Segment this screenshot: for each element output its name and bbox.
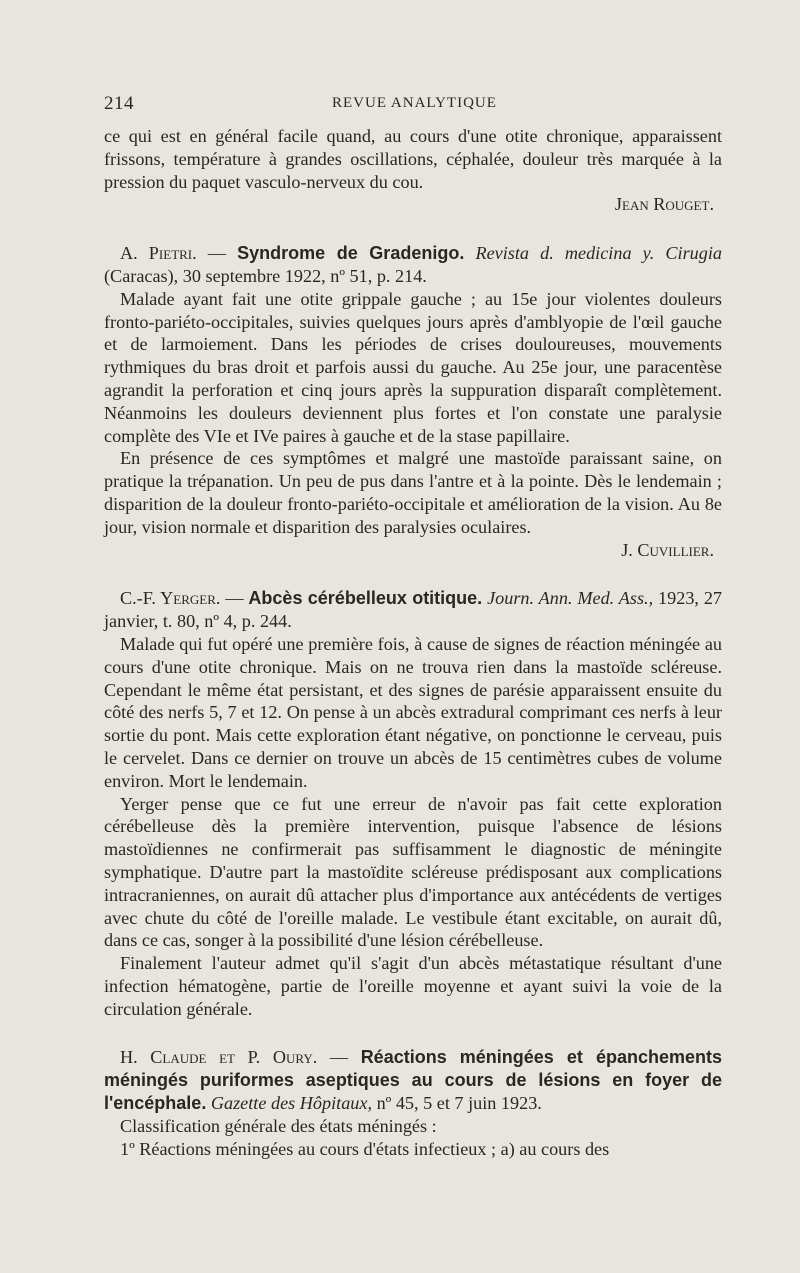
running-title: REVUE ANALYTIQUE (332, 95, 497, 111)
page-header (104, 93, 720, 115)
continuation-signature: Jean Rouget. (614, 194, 714, 215)
page-content (104, 125, 722, 1160)
continuation-paragraph: ce qui est en général facile quand, au cours d'une otite chronique, apparaissent frissons, température à grandes oscillations, céphalée, douleur très marquée à la pression du paquet vasculo-nerveux du cou. (104, 126, 722, 192)
article-paragraph: 1º Réactions méningées au cours d'états infectieux ; a) au cours des (120, 1138, 610, 1159)
page-number: 214 (104, 93, 134, 114)
article-paragraph: Malade ayant fait une otite grippale gauche ; au 15e jour violentes douleurs fronto-pariéto-occipitales, suivies quelques jours après d'amblyopie de l'œil gauche et de larmoiement. Dans les périodes de crises douloureuses, mouvements rythmiques du bras droit et parfois aussi du gauche. Au 25e jour, une paracentèse agrandit la perforation et cinq jours après la suppuration disparaît complètement. Néanmoins les douleurs deviennent plus fortes et l'on constate une paralysie complète des VIe et IVe paires à gauche et de la stase papillaire. (104, 288, 722, 446)
article-paragraph: Classification générale des états méningés : (120, 1115, 437, 1136)
article-heading: A. Pietri. — Syndrome de Gradenigo. Revista d. medicina y. Cirugia (Caracas), 30 septembre 1922, nº 51, p. 214. (104, 243, 722, 286)
article-citation: 1923, 27 janvier, t. 80, nº 4, p. 244. (104, 588, 723, 632)
article-author: C.-F. Yerger. (120, 588, 221, 609)
article-citation: nº 45, 5 et 7 juin 1923. (376, 1093, 542, 1114)
article-heading: H. Claude et P. Oury. — Réactions méningées et épanchements méningés puriformes aseptiques au cours de lésions en foyer de l'encéphale. Gazette des Hôpitaux, nº 45, 5 et 7 juin 1923. (104, 1047, 723, 1114)
article-paragraph: En présence de ces symptômes et malgré une mastoïde paraissant saine, on pratique la trépanation. Un peu de pus dans l'antre et à la pointe. Dès le lendemain ; disparition de la douleur fronto-pariéto-occipitale et amélioration de la vision. Au 8e jour, vision normale et disparition des paralysies oculaires. (104, 448, 722, 537)
article-title: Syndrome de Gradenigo. (237, 243, 465, 264)
article-paragraph: Finalement l'auteur admet qu'il s'agit d'un abcès métastatique résultant d'une infection hématogène, partie de l'oreille moyenne et ayant suivi la voie de la circulation générale. (104, 953, 722, 1019)
article-title: Réactions méningées et épanchements méningés puriformes aseptiques au cours de lésions en foyer de l'encéphale. (104, 1047, 723, 1114)
article-author: A. Pietri. (120, 243, 197, 264)
article-heading: C.-F. Yerger. — Abcès cérébelleux otitique. Journ. Ann. Med. Ass., 1923, 27 janvier, t. 80, nº 4, p. 244. (104, 588, 723, 632)
article-journal: Revista d. medicina y. Cirugia (475, 243, 722, 264)
article-author: H. Claude et P. Oury. (120, 1047, 318, 1068)
article-journal: Journ. Ann. Med. Ass., (487, 588, 654, 609)
article-signature: J. Cuvillier. (621, 539, 714, 560)
article-paragraph: Malade qui fut opéré une première fois, à cause de signes de réaction méningée au cours d'une otite chronique. Mais on ne trouva rien dans la mastoïde scléreuse. Cependant le même état persistant, et des signes de parésie apparaissent ensuite du côté des nerfs 5, 7 et 12. On pense à un abcès extradural comprimant ces nerfs à leur sortie du pont. Mais cette exploration étant négative, on ponctionne le cerveau, puis le cervelet. Dans ce dernier on trouve un abcès de 15 centimètres cubes de volume environ. Mort le lendemain. (104, 633, 722, 791)
article-journal: Gazette des Hôpitaux, (210, 1093, 373, 1114)
article-title: Abcès cérébelleux otitique. (248, 588, 483, 609)
article-paragraph: Yerger pense que ce fut une erreur de n'avoir pas fait cette exploration cérébelleuse dès la première intervention, puisque l'absence de lésions mastoïdiennes ne confirmerait pas suffisamment le diagnostic de méningite symphatique. D'autre part la mastoïdite scléreuse prédisposant aux complications intracraniennes, on aurait dû attacher plus d'importance aux antécédents de vertiges avec chute du côté de l'oreille malade. Le vestibule étant excitable, on aurait dû, dans ce cas, songer à la possibilité d'une lésion cérébelleuse. (104, 793, 722, 951)
article-citation: (Caracas), 30 septembre 1922, nº 51, p. 214. (104, 265, 427, 286)
